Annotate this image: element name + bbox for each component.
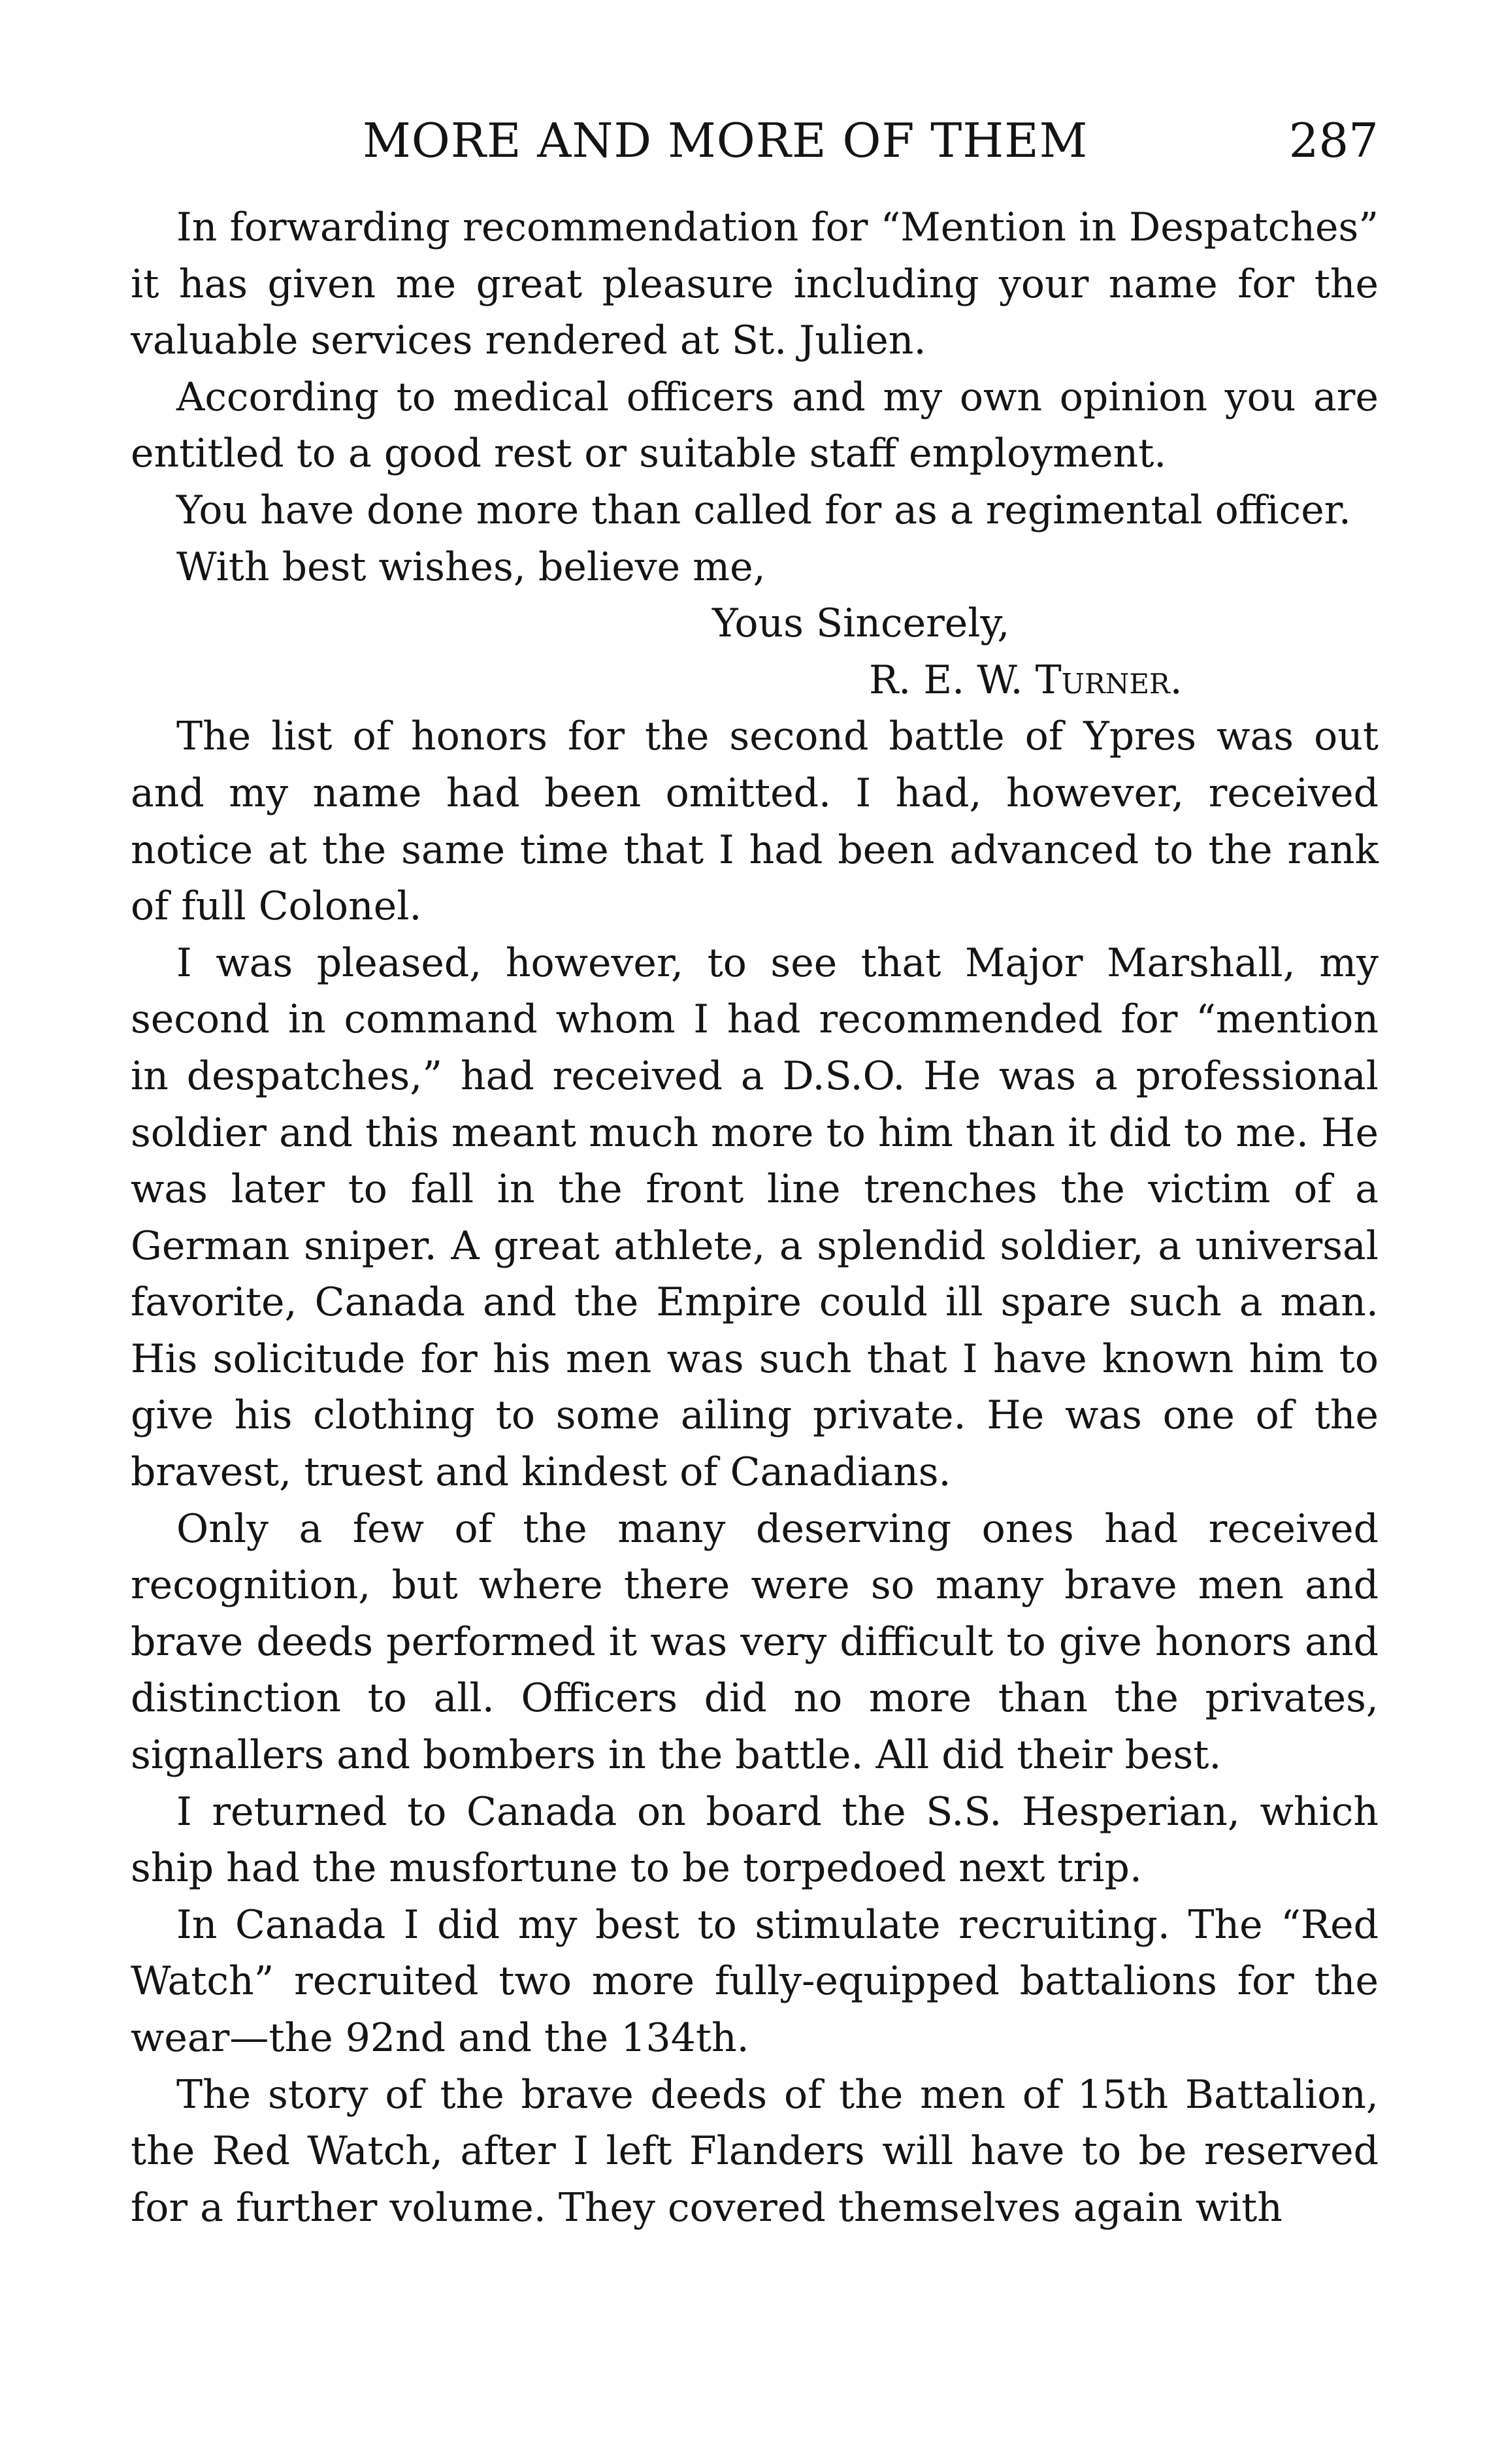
signature-surname: Turner. — [1035, 657, 1183, 703]
paragraph: In Canada I did my best to stimulate recruiting. The “Red Watch” recruited two more fully-equipped battalions for the wear—the 92nd and the 134th. — [131, 1901, 1379, 2061]
letter-signature — [131, 652, 1379, 709]
paragraph: The story of the brave deeds of the men of 15th Battalion, the Red Watch, after I left Flanders will have to be reserved for a further volume. They covered themselves again with — [131, 2071, 1379, 2231]
paragraph: I returned to Canada on board the S.S. Hesperian, which ship had the musfortune to be torpedoed next trip. — [131, 1788, 1379, 1892]
running-title: MORE AND MORE OF THEM — [363, 113, 1088, 168]
paragraph: The list of honors for the second battle of Ypres was out and my name had been omitted. I had, however, received notice at the same time that I had been advanced to the rank of full Colonel. — [131, 714, 1379, 930]
page-number: 287 — [1288, 113, 1379, 168]
letter-paragraph: In forwarding recommendation for “Mention in Despatches” it has given me great pleasure including your name for the valuable services rendered at St. Julien. — [131, 205, 1379, 364]
paragraph: Only a few of the many deserving ones had received recognition, but where there were so many brave men and brave deeds performed it was very difficult to give honors and distinction to all. Officers did no more than the privates, signallers and bombers in the battle. All did their best. — [131, 1505, 1379, 1779]
book-page — [131, 111, 1379, 2236]
quoted-letter — [131, 199, 1379, 708]
signature-initials: R. E. W. — [869, 657, 1023, 703]
letter-closing: With best wishes, believe me, — [176, 544, 766, 590]
page-header — [131, 111, 1379, 183]
letter-paragraph: You have done more than called for as a regimental officer. — [176, 487, 1351, 533]
letter-signoff: Yous Sincerely, — [712, 600, 1010, 647]
paragraph: I was pleased, however, to see that Major Marshall, my second in command whom I had recommended for “mention in despatches,” had received a D.S.O. He was a professional soldier and this meant much more to him than it did to me. He was later to fall in the front line trenches the victim of a German sniper. A great athlete, a splendid soldier, a universal favorite, Canada and the Empire could ill spare such a man. His solicitude for his men was such that I have known him to give his clothing to some ailing private. He was one of the bravest, truest and kindest of Canadians. — [131, 940, 1379, 1496]
letter-paragraph: According to medical officers and my own opinion you are entitled to a good rest or suitable staff employment. — [131, 374, 1379, 477]
body-text — [131, 199, 1379, 2236]
